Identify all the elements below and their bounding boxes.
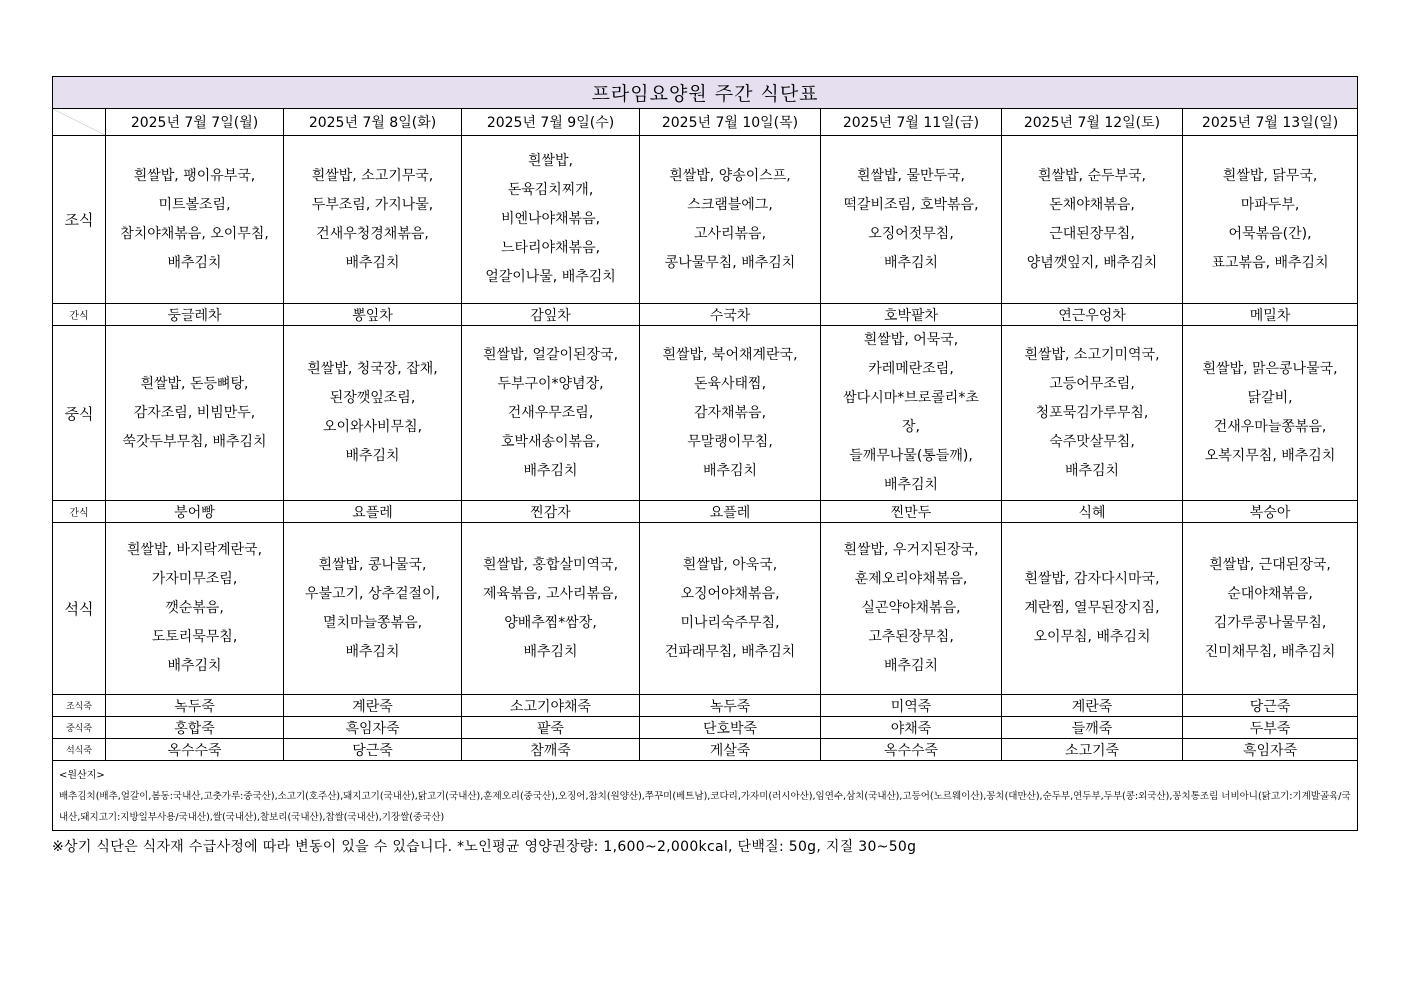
lunch-cell — [1183, 326, 1358, 501]
porridge_breakfast-cell: 계란죽 — [1002, 695, 1183, 717]
date-header: 2025년 7월 11일(금) — [821, 109, 1002, 136]
menu-line: 배추김치 — [345, 448, 400, 464]
porridge_lunch-cell: 야채죽 — [821, 717, 1002, 739]
menu-line: 김가루콩나물무침, — [1213, 614, 1327, 631]
snack_pm-cell: 식혜 — [1002, 501, 1183, 523]
menu-line: 감자조림, 비빔만두, — [133, 404, 256, 421]
porridge_breakfast-label: 조식죽 — [53, 695, 106, 717]
menu-line: 마파두부, — [1240, 196, 1300, 213]
date-row — [53, 109, 1358, 136]
menu-line: 순대야채볶음, — [1227, 585, 1313, 602]
origin-title: <원산지> — [59, 770, 105, 781]
breakfast-row — [53, 136, 1358, 304]
porridge_lunch-cell: 홍합죽 — [106, 717, 284, 739]
menu-line: 훈제오리야채볶음, — [854, 571, 968, 587]
menu-line: 돈육김치찌개, — [507, 182, 594, 198]
origin-cell — [53, 761, 1358, 831]
menu-line: 무말랭이무침, — [687, 433, 773, 450]
menu-line: 배추김치 — [167, 254, 222, 271]
menu-line: 우불고기, 상추겉절이, — [304, 585, 441, 602]
snack_am-cell: 메밀차 — [1183, 304, 1358, 326]
menu-line: 흰쌀밥, 바지락계란국, — [126, 542, 263, 558]
porridge_lunch-cell: 두부죽 — [1183, 717, 1358, 739]
date-header: 2025년 7월 10일(목) — [640, 109, 821, 136]
lunch-cell — [640, 326, 821, 501]
porridge_dinner-cell: 게살죽 — [640, 739, 821, 761]
date-header: 2025년 7월 13일(일) — [1183, 109, 1358, 136]
porridge_breakfast-cell: 녹두죽 — [106, 695, 284, 717]
snack_pm-cell: 찐만두 — [821, 501, 1002, 523]
snack_pm-row — [53, 501, 1358, 523]
porridge_dinner-cell: 참깨죽 — [462, 739, 640, 761]
menu-line: 오복지무침, 배추김치 — [1204, 448, 1336, 464]
porridge_dinner-cell: 옥수수죽 — [106, 739, 284, 761]
dinner-cell — [640, 523, 821, 695]
lunch-cell — [106, 326, 284, 501]
porridge_dinner-label: 석식죽 — [53, 739, 106, 761]
snack_am-cell: 수국차 — [640, 304, 821, 326]
date-header: 2025년 7월 7일(월) — [106, 109, 284, 136]
porridge_lunch-row — [53, 717, 1358, 739]
menu-line: 닭갈비, — [1247, 390, 1293, 406]
menu-line: 흰쌀밥, 콩나물국, — [318, 556, 427, 573]
porridge_breakfast-cell: 미역죽 — [821, 695, 1002, 717]
menu-line: 건새우마늘쫑볶음, — [1213, 419, 1327, 435]
menu-line: 흰쌀밥, 물만두국, — [856, 167, 966, 184]
menu-line: 배추김치 — [523, 462, 578, 479]
porridge_lunch-cell: 흑임자죽 — [284, 717, 462, 739]
breakfast-cell — [821, 136, 1002, 304]
menu-line: 쌈다시마*브로콜리*초 — [843, 390, 979, 406]
menu-line: 배추김치 — [883, 254, 939, 271]
menu-line: 흰쌀밥, 소고기무국, — [311, 167, 434, 184]
date-header: 2025년 7월 8일(화) — [284, 109, 462, 136]
menu-line: 얼갈이나물, 배추김치 — [485, 269, 616, 285]
breakfast-cell — [106, 136, 284, 304]
dinner-cell — [106, 523, 284, 695]
breakfast-cell — [284, 136, 462, 304]
title-row — [53, 77, 1358, 109]
menu-line: 건새우무조림, — [507, 404, 594, 421]
menu-line: 배추김치 — [883, 658, 939, 674]
menu-line: 흰쌀밥, 소고기미역국, — [1024, 346, 1160, 363]
menu-line: 흰쌀밥, 순두부국, — [1037, 167, 1147, 184]
menu-line: 들깨무나물(통들깨), — [849, 448, 973, 464]
snack_am-cell: 둥글레차 — [106, 304, 284, 326]
menu-line: 참치야채볶음, 오이무침, — [120, 225, 269, 242]
menu-line: 양념깻잎지, 배추김치 — [1026, 254, 1158, 271]
menu-line: 진미채무침, 배추김치 — [1204, 643, 1336, 660]
dinner-cell — [462, 523, 640, 695]
porridge_lunch-cell: 들깨죽 — [1002, 717, 1183, 739]
menu-line: 제육볶음, 고사리볶음, — [482, 585, 619, 602]
menu-line: 흰쌀밥, 닭무국, — [1222, 167, 1318, 184]
menu-line: 배추김치 — [883, 477, 939, 493]
menu-line: 숙주맛살무침, — [1049, 433, 1135, 450]
menu-line: 배추김치 — [523, 643, 578, 660]
porridge_dinner-cell: 당근죽 — [284, 739, 462, 761]
snack_pm-cell: 찐감자 — [462, 501, 640, 523]
menu-line: 오징어야채볶음, — [680, 585, 780, 602]
menu-line: 흰쌀밥, 북어채계란국, — [662, 346, 798, 363]
menu-line: 건새우청경채볶음, — [316, 225, 429, 242]
porridge_dinner-cell: 흑임자죽 — [1183, 739, 1358, 761]
menu-line: 배추김치 — [702, 462, 758, 479]
date-header: 2025년 7월 12일(토) — [1002, 109, 1183, 136]
menu-line: 고사리볶음, — [693, 225, 767, 242]
menu-line: 흰쌀밥, 청국장, 잡채, — [307, 361, 438, 377]
menu-line: 흰쌀밥, 맑은콩나물국, — [1202, 361, 1338, 377]
menu-line: 쑥갓두부무침, 배추김치 — [122, 433, 267, 450]
menu-line: 흰쌀밥, 양송이스프, — [669, 167, 791, 184]
menu-line: 감자채볶음, — [693, 404, 767, 421]
lunch-label: 중식 — [53, 326, 106, 501]
menu-line: 미트볼조림, — [158, 196, 231, 213]
menu-line: 오이와사비무침, — [322, 419, 423, 435]
porridge_breakfast-cell: 녹두죽 — [640, 695, 821, 717]
snack_pm-cell: 붕어빵 — [106, 501, 284, 523]
menu-line: 돈육사태찜, — [693, 375, 767, 392]
menu-line: 미나리숙주무침, — [680, 614, 780, 631]
menu-line: 스크램블에그, — [687, 196, 773, 213]
dinner-label: 석식 — [53, 523, 106, 695]
dinner-cell — [1183, 523, 1358, 695]
menu-line: 표고볶음, 배추김치 — [1211, 254, 1329, 271]
menu-line: 근대된장무침, — [1049, 225, 1135, 242]
porridge_dinner-cell: 옥수수죽 — [821, 739, 1002, 761]
dinner-row — [53, 523, 1358, 695]
porridge_breakfast-cell: 당근죽 — [1183, 695, 1358, 717]
menu-line: 깻순볶음, — [165, 600, 224, 616]
breakfast-cell — [640, 136, 821, 304]
porridge_dinner-cell: 소고기죽 — [1002, 739, 1183, 761]
menu-line: 건파래무침, 배추김치 — [664, 643, 796, 660]
lunch-cell — [284, 326, 462, 501]
menu-line: 흰쌀밥, 얼갈이된장국, — [482, 346, 619, 363]
menu-line: 흰쌀밥, 어묵국, — [863, 332, 959, 348]
dinner-cell — [1002, 523, 1183, 695]
menu-line: 계란찜, 열무된장지짐, — [1024, 600, 1160, 616]
snack_am-cell: 연근우엉차 — [1002, 304, 1183, 326]
porridge_breakfast-cell: 소고기야채죽 — [462, 695, 640, 717]
porridge_breakfast-row — [53, 695, 1358, 717]
menu-line: 양배추찜*쌈장, — [504, 614, 597, 631]
breakfast-cell — [1183, 136, 1358, 304]
menu-line: 청포묵김가루무침, — [1035, 404, 1149, 421]
menu-line: 배추김치 — [345, 643, 400, 660]
menu-line: 흰쌀밥, 홍합살미역국, — [482, 556, 619, 573]
lunch-cell — [821, 326, 1002, 501]
menu-line: 실곤약야채볶음, — [861, 600, 961, 616]
menu-line: 호박새송이볶음, — [500, 433, 601, 450]
diagonal-line — [53, 109, 105, 135]
origin-text: 배추김치(배추,얼갈이,봄동:국내산,고춧가루:중국산),소고기(호주산),돼지고기(국내산),닭고기(국내산),훈제오리(중국산),오징어,참치(원양산),쭈꾸미(베트남),코다리,가자미(러시아산),임연수,삼치(국내산),고등어(노르웨이산),꽁치(대만산),순두부,연두부,두부(콩:외국산),꽁치통조림 너비아니(닭고기:기계발골육/국내산,돼지고기:지방일부사용/국내산),쌀(국내산),찰보리(국내산),찹쌀(국내산),기장쌀(중국산) — [59, 791, 1351, 823]
menu-line: 가자미무조림, — [151, 571, 238, 587]
menu-line: 흰쌀밥, 감자다시마국, — [1024, 571, 1160, 587]
snack_pm-cell: 복숭아 — [1183, 501, 1358, 523]
menu-line: 배추김치 — [345, 254, 400, 271]
porridge_breakfast-cell: 계란죽 — [284, 695, 462, 717]
menu-line: 멸치마늘쫑볶음, — [322, 614, 423, 631]
menu-line: 두부조림, 가지나물, — [311, 196, 434, 213]
snack_pm-label: 간식 — [53, 501, 106, 523]
menu-line: 두부구이*양념장, — [497, 375, 604, 392]
date-header: 2025년 7월 9일(수) — [462, 109, 640, 136]
lunch-row — [53, 326, 1358, 501]
menu-line: 돈채야채볶음, — [1049, 196, 1135, 213]
breakfast-cell — [462, 136, 640, 304]
menu-line: 콩나물무침, 배추김치 — [664, 254, 796, 271]
menu-line: 카레메란조림, — [868, 361, 954, 377]
menu-line: 된장깻잎조림, — [329, 390, 416, 406]
footnote: ※상기 식단은 식자재 수급사정에 따라 변동이 있을 수 있습니다. *노인평균 영양권장량: 1,600~2,000kcal, 단백질: 50g, 지질 30~50g — [52, 839, 917, 855]
dinner-cell — [821, 523, 1002, 695]
menu-title: 프라임요양원 주간 식단표 — [53, 77, 1358, 109]
lunch-cell — [462, 326, 640, 501]
menu-line: 흰쌀밥, 우거지된장국, — [843, 542, 979, 558]
dinner-cell — [284, 523, 462, 695]
menu-line: 어묵볶음(간), — [1228, 225, 1312, 242]
menu-line: 흰쌀밥, 근대된장국, — [1209, 556, 1331, 573]
menu-line: 고등어무조림, — [1049, 375, 1135, 392]
menu-line: 고추된장무침, — [868, 629, 954, 645]
snack_am-cell: 감잎차 — [462, 304, 640, 326]
corner-cell — [53, 109, 106, 136]
menu-line: 장, — [902, 419, 920, 435]
menu-line: 배추김치 — [167, 658, 222, 674]
snack_am-label: 간식 — [53, 304, 106, 326]
snack_am-cell: 호박팥차 — [821, 304, 1002, 326]
menu-line: 떡갈비조림, 호박볶음, — [843, 196, 979, 213]
menu-line: 흰쌀밥, 돈등뼈탕, — [140, 375, 249, 392]
menu-line: 느타리야채볶음, — [500, 240, 601, 256]
breakfast-cell — [1002, 136, 1183, 304]
menu-line: 배추김치 — [1064, 462, 1120, 479]
snack_pm-cell: 요플레 — [640, 501, 821, 523]
breakfast-label: 조식 — [53, 136, 106, 304]
snack_pm-cell: 요플레 — [284, 501, 462, 523]
weekly-menu-table — [52, 76, 1358, 831]
porridge_lunch-label: 중식죽 — [53, 717, 106, 739]
porridge_lunch-cell: 팥죽 — [462, 717, 640, 739]
snack_am-row — [53, 304, 1358, 326]
porridge_lunch-cell: 단호박죽 — [640, 717, 821, 739]
menu-line: 도토리묵무침, — [151, 629, 238, 645]
menu-line: 오징어젓무침, — [868, 225, 954, 242]
menu-line: 오이무침, 배추김치 — [1033, 629, 1151, 645]
lunch-cell — [1002, 326, 1183, 501]
menu-line: 비엔나야채볶음, — [500, 211, 601, 227]
origin-row — [53, 761, 1358, 831]
menu-line: 흰쌀밥, — [527, 153, 574, 169]
menu-line: 흰쌀밥, 팽이유부국, — [133, 167, 256, 184]
menu-line: 흰쌀밥, 아욱국, — [682, 556, 778, 573]
snack_am-cell: 뽕잎차 — [284, 304, 462, 326]
porridge_dinner-row — [53, 739, 1358, 761]
